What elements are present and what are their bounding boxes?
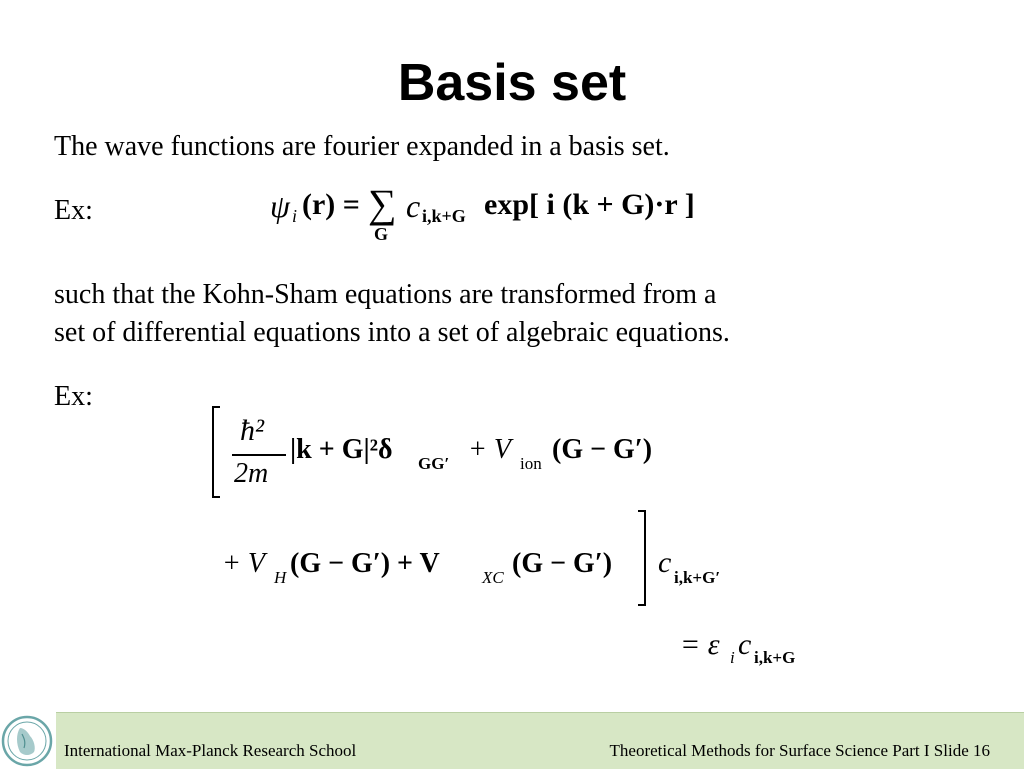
slide-title: Basis set bbox=[397, 54, 627, 112]
epsilon-subscript: i bbox=[730, 648, 735, 667]
max-planck-logo-icon bbox=[0, 714, 54, 768]
v-hartree: + V bbox=[222, 548, 265, 579]
psi-symbol: ψ bbox=[270, 188, 290, 224]
v-xc-argument: (G − G′) bbox=[512, 548, 613, 579]
intro-text: The wave functions are fourier expanded in a basis set. bbox=[54, 131, 670, 162]
epsilon-term: = ε bbox=[680, 628, 720, 661]
explanation-line-1: such that the Kohn-Sham equations are transformed from a bbox=[54, 279, 717, 310]
coefficient-c: c bbox=[406, 188, 421, 224]
coefficient-c-prime-subscript: i,k+G′ bbox=[674, 568, 721, 587]
v-ion-argument: (G − G′) bbox=[552, 434, 653, 465]
footer bbox=[0, 712, 1024, 768]
right-bracket bbox=[638, 510, 646, 606]
example-label-1: Ex: bbox=[54, 195, 93, 226]
coefficient-c-prime: c bbox=[658, 546, 672, 579]
fraction-bar bbox=[232, 454, 286, 456]
sum-subscript: G bbox=[374, 224, 389, 244]
two-m: 2m bbox=[234, 458, 269, 489]
kohn-sham-algebraic-equation bbox=[206, 400, 826, 670]
delta-subscript: GG′ bbox=[418, 454, 450, 473]
example-label-2: Ex: bbox=[54, 381, 93, 412]
coefficient-c-end: c bbox=[738, 628, 752, 661]
hbar-squared: ħ² bbox=[240, 414, 264, 447]
v-ion-subscript: ion bbox=[520, 454, 542, 473]
footer-right-text: Theoretical Methods for Surface Science Part I Slide 16 bbox=[609, 741, 990, 760]
footer-left-text: International Max-Planck Research School bbox=[64, 741, 357, 760]
v-hartree-subscript: H bbox=[274, 568, 287, 587]
wavefunction-equation bbox=[270, 181, 710, 248]
v-ion: + V bbox=[468, 434, 511, 465]
sum-symbol: ∑ bbox=[368, 181, 397, 226]
coefficient-c-end-subscript: i,k+G bbox=[754, 648, 796, 667]
explanation-line-2: set of differential equations into a set of algebraic equations. bbox=[54, 317, 730, 348]
coefficient-subscript: i,k+G bbox=[422, 206, 466, 226]
kinetic-term: |k + G|²δ bbox=[290, 434, 393, 465]
psi-argument: (r) = bbox=[302, 188, 360, 221]
psi-subscript: i bbox=[292, 206, 298, 226]
v-hartree-argument: (G − G′) + V bbox=[290, 548, 440, 579]
left-bracket bbox=[212, 406, 220, 498]
exponential-term: exp[ i (k + G)·r ] bbox=[484, 188, 695, 221]
v-xc-subscript: XC bbox=[482, 568, 504, 587]
